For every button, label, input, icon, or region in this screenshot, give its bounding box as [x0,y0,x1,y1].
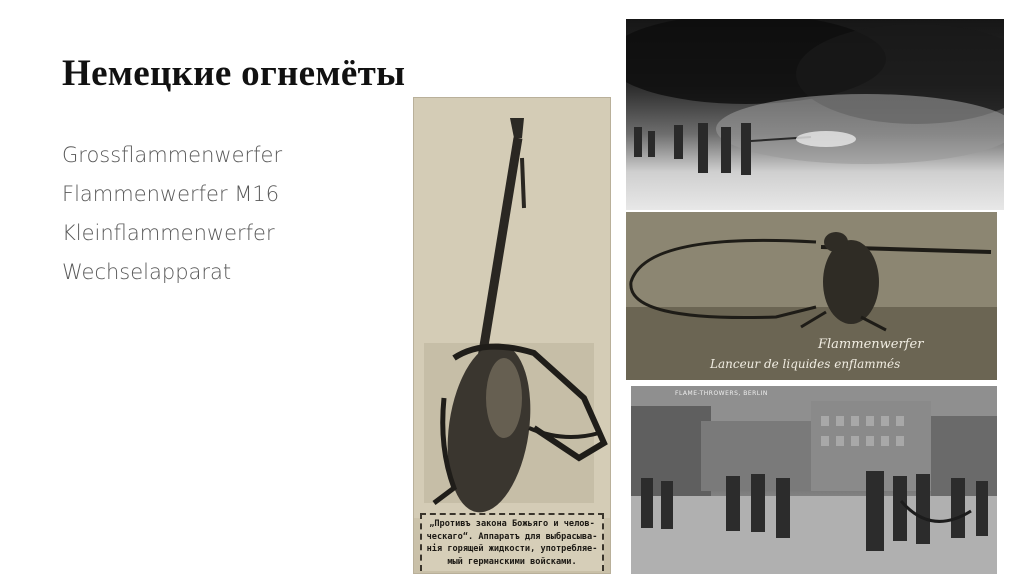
newspaper-clipping-photo [413,97,611,574]
bullet-item: Wechselapparat [62,260,232,284]
flamethrower-device [626,212,997,380]
soldiers-silhouettes [626,19,1004,210]
postcard-caption-subtitle: Lanceur de liquides enflammés [710,357,901,371]
street-scene [631,386,997,574]
street-photo-caption: FLAME-THROWERS, BERLIN [675,390,768,397]
bullet-list [62,136,282,292]
bullet-item: Flammenwerfer M16 [62,182,280,206]
bullet-item: Grossflammenwerfer [62,143,283,167]
postcard-caption-title: Flammenwerfer [818,337,924,352]
clipping-caption: „Противъ закона Божьяго и челов- ческаго“. Аппаратъ для выбрасыва- нія горящей жидкости, употребляе- мый германскими войсками. [420,513,604,571]
berlin-street-photo [631,386,997,574]
flamethrower-illustration [414,98,611,518]
slide-title: Немецкие огнемёты [62,53,406,94]
flammenwerfer-postcard-photo [626,212,997,380]
bullet-item: Kleinflammenwerfer [62,221,275,245]
smoke-attack-photo [626,19,1004,210]
